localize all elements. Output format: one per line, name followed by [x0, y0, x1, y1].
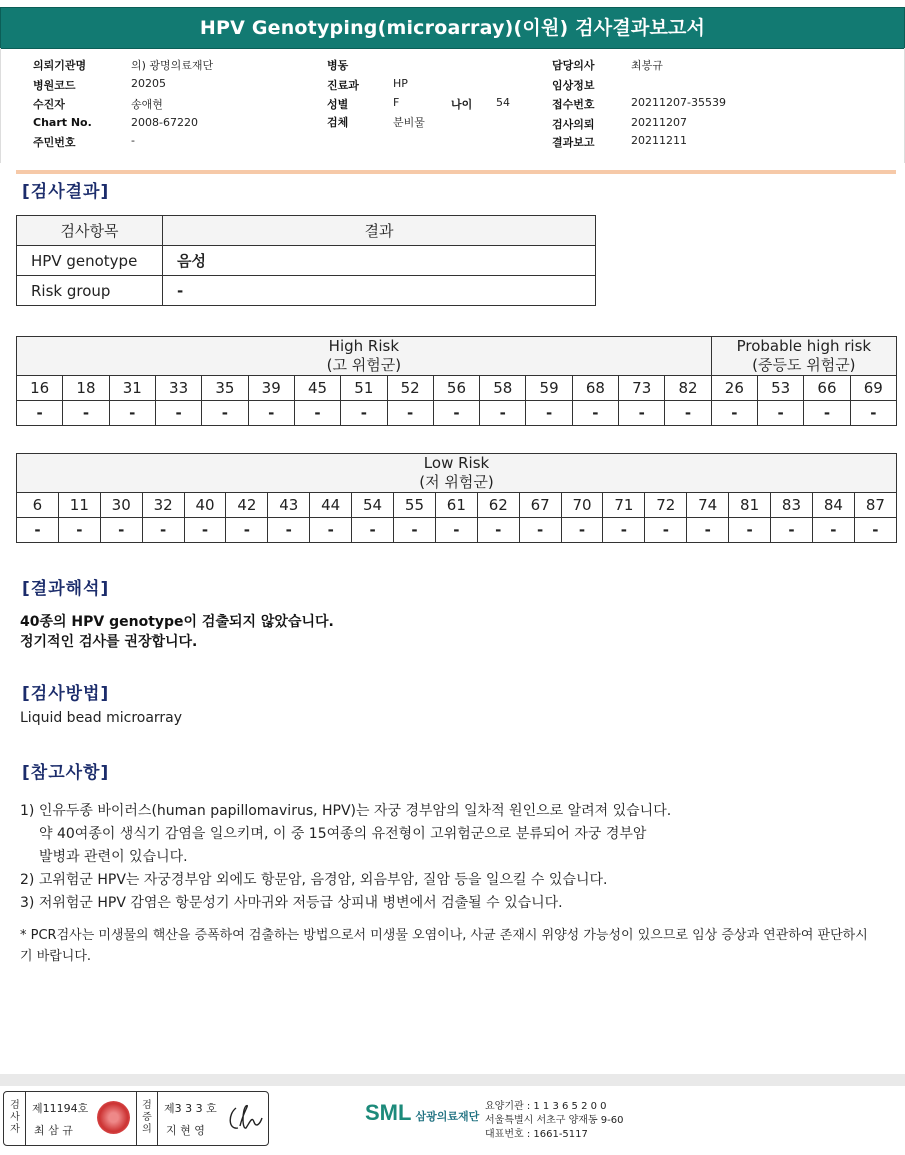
- footer-divider: [0, 1074, 905, 1086]
- hpv-type-cell: 81: [729, 493, 771, 518]
- hpv-type-cell: 70: [561, 493, 603, 518]
- reference-item: 3) 저위험군 HPV 감염은 항문성기 사마귀와 저등급 상피내 병변에서 검출될 수 있습니다.: [20, 895, 563, 911]
- contact-line: 서울특별시 서초구 양재동 9-60: [485, 1115, 624, 1126]
- interpretation-text: [20, 612, 334, 652]
- info-label: 검체: [327, 116, 349, 129]
- verifier-license: 제3 3 3 호: [164, 1102, 217, 1115]
- hpv-result-cell: -: [711, 401, 757, 426]
- contact-line: 요양기관 : 1 1 3 6 5 2 0 0: [485, 1101, 607, 1112]
- verifier-label: 검 증 의: [142, 1100, 152, 1135]
- hpv-result-cell: -: [341, 401, 387, 426]
- hpv-result-cell: -: [142, 518, 184, 543]
- table-cell: Risk group: [17, 276, 163, 306]
- hpv-type-cell: 32: [142, 493, 184, 518]
- section-title-results: [검사결과]: [22, 182, 110, 202]
- info-value: 최봉규: [631, 59, 663, 72]
- hpv-result-cell: -: [854, 518, 896, 543]
- info-label: 병동: [327, 59, 349, 72]
- hpv-result-cell: -: [155, 401, 201, 426]
- hpv-result-cell: -: [310, 518, 352, 543]
- hpv-result-cell: -: [572, 401, 618, 426]
- info-label: 병원코드: [33, 79, 76, 92]
- hpv-type-cell: 33: [155, 376, 201, 401]
- section-title-interpretation: [결과해석]: [22, 579, 110, 599]
- table-cell: 음성: [163, 246, 596, 276]
- hpv-result-cell: -: [477, 518, 519, 543]
- low-risk-table: [16, 453, 897, 543]
- verifier-name: 지 현 영: [166, 1124, 205, 1137]
- hpv-result-cell: -: [812, 518, 854, 543]
- info-value: 20211207: [631, 116, 687, 129]
- info-label: 검사의뢰: [552, 118, 595, 131]
- contact-line: 대표번호 : 1661-5117: [485, 1129, 588, 1140]
- hpv-result-cell: -: [248, 401, 294, 426]
- hpv-result-cell: -: [771, 518, 813, 543]
- info-label: 수진자: [33, 98, 65, 111]
- info-value: 20205: [131, 77, 166, 90]
- info-value: 20211211: [631, 134, 687, 147]
- low-risk-title: Low Risk: [423, 454, 490, 472]
- info-label: 나이: [451, 98, 473, 111]
- info-label: 진료과: [327, 79, 359, 92]
- hpv-type-cell: 56: [433, 376, 479, 401]
- foundation-name: 삼광의료재단: [415, 1110, 480, 1123]
- hpv-type-cell: 87: [854, 493, 896, 518]
- info-label: 접수번호: [552, 98, 595, 111]
- hpv-type-cell: 58: [480, 376, 526, 401]
- hpv-result-cell: -: [850, 401, 896, 426]
- table-header: 검사항목: [17, 216, 163, 246]
- hpv-type-cell: 26: [711, 376, 757, 401]
- info-label: 성별: [327, 98, 349, 111]
- hpv-result-cell: -: [619, 401, 665, 426]
- patient-info-panel: [0, 48, 905, 163]
- table-header: [711, 337, 896, 376]
- high-risk-title: High Risk: [328, 337, 400, 355]
- pcr-note: * PCR검사는 미생물의 핵산을 증폭하여 검출하는 방법으로서 미생물 오염이나, 사균 존재시 위양성 가능성이 있으므로 임상 증상과 연관하여 판단하시기 바랍니다.: [20, 928, 868, 964]
- low-risk-subtitle: (저 위험군): [419, 473, 494, 491]
- high-risk-subtitle: (고 위험군): [326, 356, 402, 374]
- interpretation-line: 40종의 HPV genotype이 검출되지 않았습니다.: [20, 614, 334, 630]
- logo-text: SML: [365, 1100, 412, 1125]
- hpv-result-cell: -: [603, 518, 645, 543]
- hpv-result-cell: -: [687, 518, 729, 543]
- hpv-type-cell: 71: [603, 493, 645, 518]
- hpv-result-cell: -: [352, 518, 394, 543]
- hpv-result-cell: -: [387, 401, 433, 426]
- examiner-license: 제11194호: [32, 1102, 89, 1115]
- table-cell: HPV genotype: [17, 246, 163, 276]
- info-value: F: [393, 96, 400, 109]
- info-label: 결과보고: [552, 136, 595, 149]
- section-title-method: [검사방법]: [22, 684, 110, 704]
- result-table: [16, 215, 596, 306]
- hpv-type-cell: 43: [268, 493, 310, 518]
- hpv-type-cell: 16: [17, 376, 63, 401]
- hpv-type-cell: 51: [341, 376, 387, 401]
- hpv-type-cell: 61: [435, 493, 477, 518]
- hpv-type-cell: 62: [477, 493, 519, 518]
- examiner-label: 검 사 자: [10, 1100, 20, 1135]
- divider: [157, 1092, 158, 1145]
- hpv-result-cell: -: [645, 518, 687, 543]
- info-label: 주민번호: [33, 136, 76, 149]
- table-row: [17, 401, 897, 426]
- table-row: [17, 376, 897, 401]
- hpv-result-cell: -: [58, 518, 100, 543]
- info-value: HP: [393, 77, 408, 90]
- hpv-type-cell: 82: [665, 376, 711, 401]
- hpv-result-cell: -: [294, 401, 340, 426]
- hpv-type-cell: 44: [310, 493, 352, 518]
- info-label: 의뢰기관명: [33, 59, 87, 72]
- interpretation-line: 정기적인 검사를 권장합니다.: [20, 634, 198, 650]
- hpv-type-cell: 59: [526, 376, 572, 401]
- hpv-type-cell: 68: [572, 376, 618, 401]
- hpv-result-cell: -: [184, 518, 226, 543]
- reference-item: 발병과 관련이 있습니다.: [39, 849, 188, 865]
- examiner-name: 최 삼 규: [34, 1124, 73, 1137]
- sml-logo: [365, 1100, 479, 1126]
- table-row: [17, 518, 897, 543]
- table-header: [17, 454, 897, 493]
- reference-item: 약 40여종이 생식기 감염을 일으키며, 이 중 15여종의 유전형이 고위험군으로 분류되어 자궁 경부암: [39, 826, 647, 842]
- hpv-type-cell: 52: [387, 376, 433, 401]
- hpv-type-cell: 11: [58, 493, 100, 518]
- hpv-result-cell: -: [804, 401, 850, 426]
- info-value: 2008-67220: [131, 116, 198, 129]
- hpv-type-cell: 35: [202, 376, 248, 401]
- report-title: HPV Genotyping(microarray)(이원) 검사결과보고서: [0, 7, 905, 49]
- hpv-type-cell: 53: [758, 376, 804, 401]
- hpv-result-cell: -: [665, 401, 711, 426]
- table-header: [17, 337, 712, 376]
- hpv-result-cell: -: [17, 518, 59, 543]
- table-row: [17, 246, 596, 276]
- info-label: 담당의사: [552, 59, 595, 72]
- divider: [16, 170, 896, 174]
- reference-item: 2) 고위험군 HPV는 자궁경부암 외에도 항문암, 음경암, 외음부암, 질암 등을 일으킬 수 있습니다.: [20, 872, 608, 888]
- hpv-result-cell: -: [433, 401, 479, 426]
- info-value: 54: [496, 96, 510, 109]
- table-row: [17, 276, 596, 306]
- signature-box: [3, 1091, 269, 1146]
- divider: [25, 1092, 26, 1145]
- hpv-result-cell: -: [63, 401, 109, 426]
- table-row: [17, 493, 897, 518]
- reference-item: 1) 인유두종 바이러스(human papillomavirus, HPV)는 자궁 경부암의 일차적 원인으로 알려져 있습니다.: [20, 803, 672, 819]
- probable-risk-title: Probable high risk: [736, 337, 872, 355]
- hpv-result-cell: -: [435, 518, 477, 543]
- hpv-type-cell: 69: [850, 376, 896, 401]
- info-label: 임상정보: [552, 79, 595, 92]
- hpv-type-cell: 39: [248, 376, 294, 401]
- hpv-type-cell: 31: [109, 376, 155, 401]
- hpv-result-cell: -: [109, 401, 155, 426]
- info-value: 의) 광명의료재단: [131, 59, 214, 72]
- info-value: 송애현: [131, 98, 163, 111]
- hpv-result-cell: -: [268, 518, 310, 543]
- hpv-result-cell: -: [100, 518, 142, 543]
- hpv-result-cell: -: [519, 518, 561, 543]
- section-title-reference: [참고사항]: [22, 763, 110, 783]
- hpv-result-cell: -: [226, 518, 268, 543]
- probable-risk-subtitle: (중등도 위험군): [752, 356, 856, 374]
- hpv-result-cell: -: [17, 401, 63, 426]
- hpv-result-cell: -: [758, 401, 804, 426]
- hpv-type-cell: 83: [771, 493, 813, 518]
- method-text: Liquid bead microarray: [20, 710, 183, 726]
- contact-info: [485, 1100, 624, 1142]
- hpv-type-cell: 45: [294, 376, 340, 401]
- info-label: Chart No.: [33, 116, 92, 129]
- hpv-type-cell: 18: [63, 376, 109, 401]
- hpv-type-cell: 6: [17, 493, 59, 518]
- hpv-type-cell: 72: [645, 493, 687, 518]
- info-value: 20211207-35539: [631, 96, 726, 109]
- hpv-type-cell: 42: [226, 493, 268, 518]
- hpv-type-cell: 74: [687, 493, 729, 518]
- table-cell: -: [163, 276, 596, 306]
- hpv-type-cell: 55: [394, 493, 436, 518]
- seal-stamp: [97, 1101, 130, 1134]
- hpv-type-cell: 54: [352, 493, 394, 518]
- hpv-type-cell: 30: [100, 493, 142, 518]
- hpv-type-cell: 84: [812, 493, 854, 518]
- divider: [136, 1092, 137, 1145]
- hpv-type-cell: 40: [184, 493, 226, 518]
- hpv-result-cell: -: [561, 518, 603, 543]
- high-risk-table: [16, 336, 897, 426]
- info-value: -: [131, 134, 135, 147]
- hpv-result-cell: -: [394, 518, 436, 543]
- info-value: 분비물: [393, 116, 425, 129]
- hpv-result-cell: -: [202, 401, 248, 426]
- hpv-result-cell: -: [526, 401, 572, 426]
- signature-icon: [226, 1100, 264, 1136]
- hpv-type-cell: 67: [519, 493, 561, 518]
- hpv-result-cell: -: [480, 401, 526, 426]
- hpv-type-cell: 73: [619, 376, 665, 401]
- reference-list: [20, 800, 671, 915]
- hpv-type-cell: 66: [804, 376, 850, 401]
- hpv-result-cell: -: [729, 518, 771, 543]
- table-header: 결과: [163, 216, 596, 246]
